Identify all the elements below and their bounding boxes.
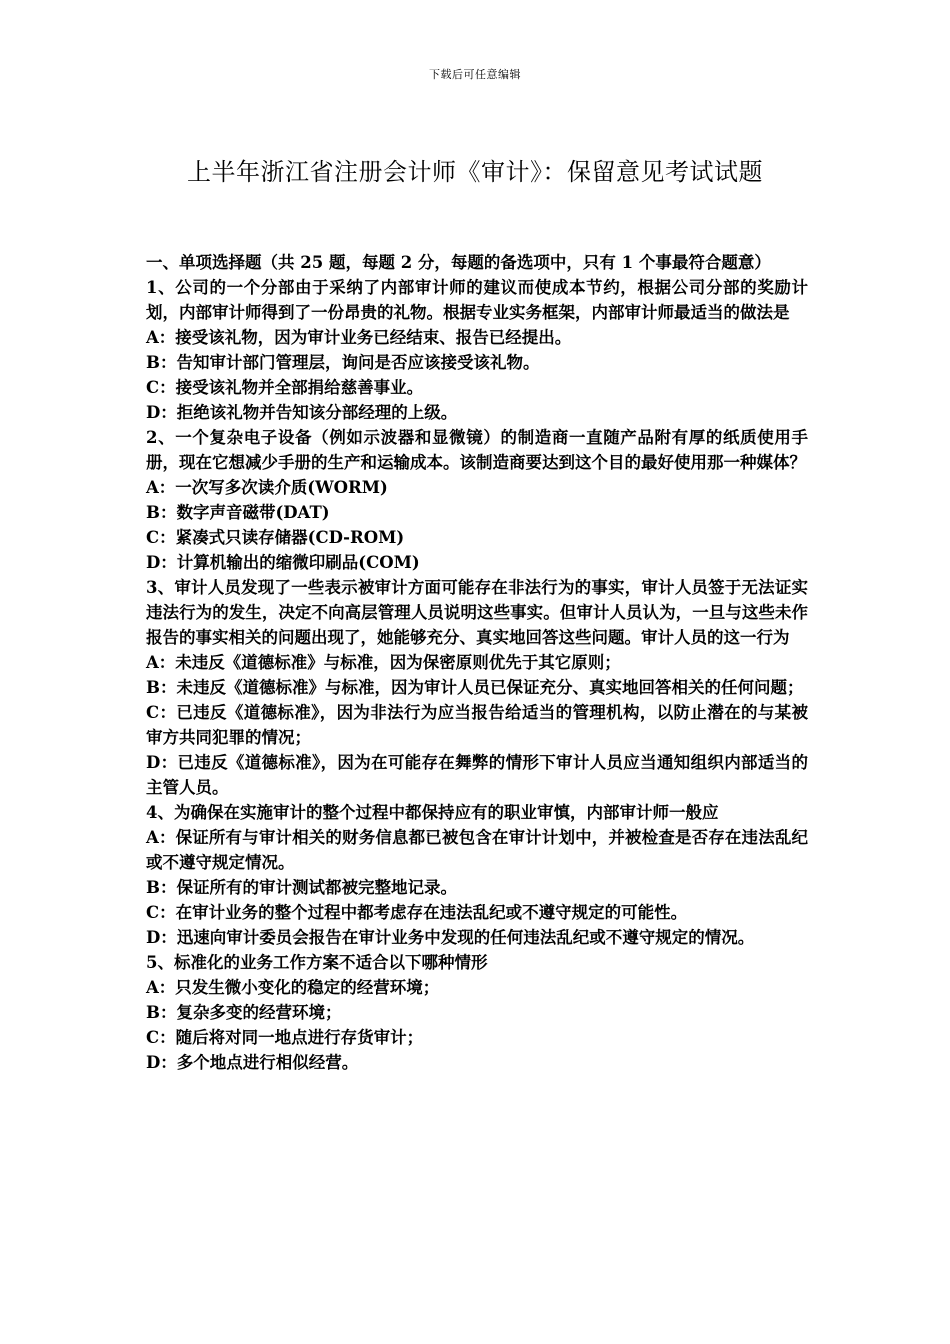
question-5 <box>146 950 808 1075</box>
option-d: D：迅速向审计委员会报告在审计业务中发现的任何违法乱纪或不遵守规定的情况。 <box>146 928 755 947</box>
section-heading: 一、单项选择题（共 25 题，每题 2 分，每题的备选项中，只有 1 个事最符合题意） <box>146 253 771 272</box>
option-a: A：未违反《道德标准》与标准，因为保密原则优先于其它原则； <box>146 653 621 672</box>
option-b: B：复杂多变的经营环境； <box>146 1003 342 1022</box>
option-c: C：随后将对同一地点进行存货审计； <box>146 1028 424 1047</box>
option-b: B：数字声音磁带(DAT) <box>146 503 330 522</box>
question-stem: 4、为确保在实施审计的整个过程中都保持应有的职业审慎，内部审计师一般应 <box>146 803 719 822</box>
option-a: A：一次写多次读介质(WORM) <box>146 478 388 497</box>
header-note: 下载后可任意编辑 <box>429 68 521 81</box>
question-stem: 5、标准化的业务工作方案不适合以下哪种情形 <box>146 953 488 972</box>
option-b: B：未违反《道德标准》与标准，因为审计人员已保证充分、真实地回答相关的任何问题； <box>146 678 804 697</box>
option-d: D：多个地点进行相似经营。 <box>146 1053 359 1072</box>
option-a: A：保证所有与审计相关的财务信息都已被包含在审计计划中，并被检查是否存在违法乱纪或不遵守规定情况。 <box>146 828 808 872</box>
option-d: D：计算机输出的缩微印刷品(COM) <box>146 553 420 572</box>
option-d: D：拒绝该礼物并告知该分部经理的上级。 <box>146 403 458 422</box>
option-c: C：紧凑式只读存储器(CD-ROM) <box>146 528 405 547</box>
question-1 <box>146 275 808 425</box>
option-d: D：已违反《道德标准》，因为在可能存在舞弊的情形下审计人员应当通知组织内部适当的主管人员。 <box>146 753 808 797</box>
option-c: C：接受该礼物并全部捐给慈善事业。 <box>146 378 424 397</box>
question-2 <box>146 425 808 575</box>
question-stem: 2、一个复杂电子设备（例如示波器和显微镜）的制造商一直随产品附有厚的纸质使用手册，现在它想减少手册的生产和运输成本。该制造商要达到这个目的最好使用那一种媒体？ <box>146 428 808 472</box>
option-b: B：保证所有的审计测试都被完整地记录。 <box>146 878 457 897</box>
question-4 <box>146 800 808 950</box>
option-a: A：只发生微小变化的稳定的经营环境； <box>146 978 440 997</box>
document-body <box>146 250 808 1075</box>
document-title: 上半年浙江省注册会计师《审计》：保留意见考试试题 <box>187 158 763 186</box>
option-c: C：在审计业务的整个过程中都考虑存在违法乱纪或不遵守规定的可能性。 <box>146 903 688 922</box>
option-a: A：接受该礼物，因为审计业务已经结束、报告已经提出。 <box>146 328 572 347</box>
question-stem: 1、公司的一个分部由于采纳了内部审计师的建议而使成本节约，根据公司分部的奖励计划，内部审计师得到了一份昂贵的礼物。根据专业实务框架，内部审计师最适当的做法是 <box>146 278 808 322</box>
question-3 <box>146 575 808 800</box>
option-c: C：已违反《道德标准》，因为非法行为应当报告给适当的管理机构，以防止潜在的与某被审方共同犯罪的情况； <box>146 703 808 747</box>
option-b: B：告知审计部门管理层，询问是否应该接受该礼物。 <box>146 353 540 372</box>
question-stem: 3、审计人员发现了一些表示被审计方面可能存在非法行为的事实，审计人员签于无法证实违法行为的发生，决定不向高层管理人员说明这些事实。但审计人员认为，一旦与这些未作报告的事实相关的问题出现了，她能够充分、真实地回答这些问题。审计人员的这一行为 <box>146 578 808 647</box>
